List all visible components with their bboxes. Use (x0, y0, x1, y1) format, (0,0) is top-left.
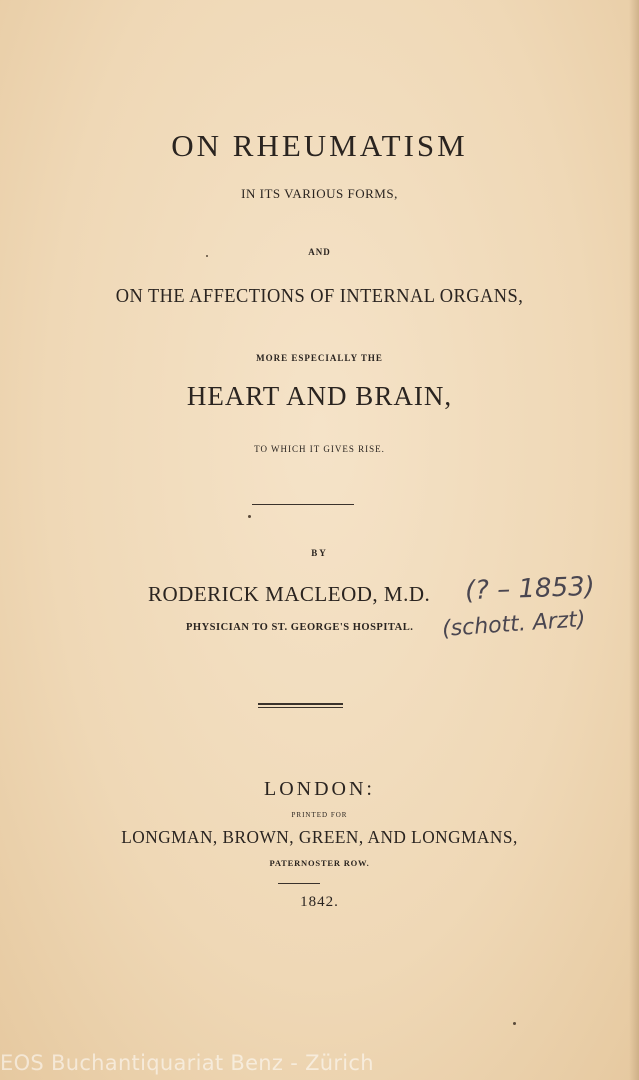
watermark-text: EOS Buchantiquariat Benz - Zürich (0, 1051, 374, 1075)
printed-for-text: PRINTED FOR (291, 811, 348, 819)
paper-speck (206, 255, 208, 257)
especially-text: MORE ESPECIALLY THE (256, 353, 383, 363)
book-subtitle: IN ITS VARIOUS FORMS, (241, 186, 398, 201)
author-role: PHYSICIAN TO ST. GEORGE'S HOSPITAL. (186, 622, 414, 633)
paper-speck (513, 1022, 516, 1025)
author-name: RODERICK MACLEOD, M.D. (148, 582, 431, 606)
book-title: ON RHEUMATISM (171, 128, 468, 163)
imprint-place: LONDON: (264, 778, 375, 800)
handwritten-note: (schott. Arzt) (441, 607, 587, 642)
conjunction-text: AND (308, 247, 331, 257)
publication-year: 1842. (300, 894, 339, 910)
publisher-name: LONGMAN, BROWN, GREEN, AND LONGMANS, (121, 827, 518, 847)
publisher-address: PATERNOSTER ROW. (269, 858, 370, 868)
double-divider-rule (258, 703, 343, 708)
year-rule (278, 883, 320, 884)
paper-speck (248, 515, 251, 518)
heart-brain-heading: HEART AND BRAIN, (186, 381, 453, 411)
divider-rule (252, 504, 354, 505)
handwritten-dates: (? – 1853) (464, 571, 596, 607)
affections-heading: ON THE AFFECTIONS OF INTERNAL ORGANS, (115, 285, 524, 307)
gives-rise-text: TO WHICH IT GIVES RISE. (254, 444, 385, 454)
by-text: BY (311, 548, 328, 558)
